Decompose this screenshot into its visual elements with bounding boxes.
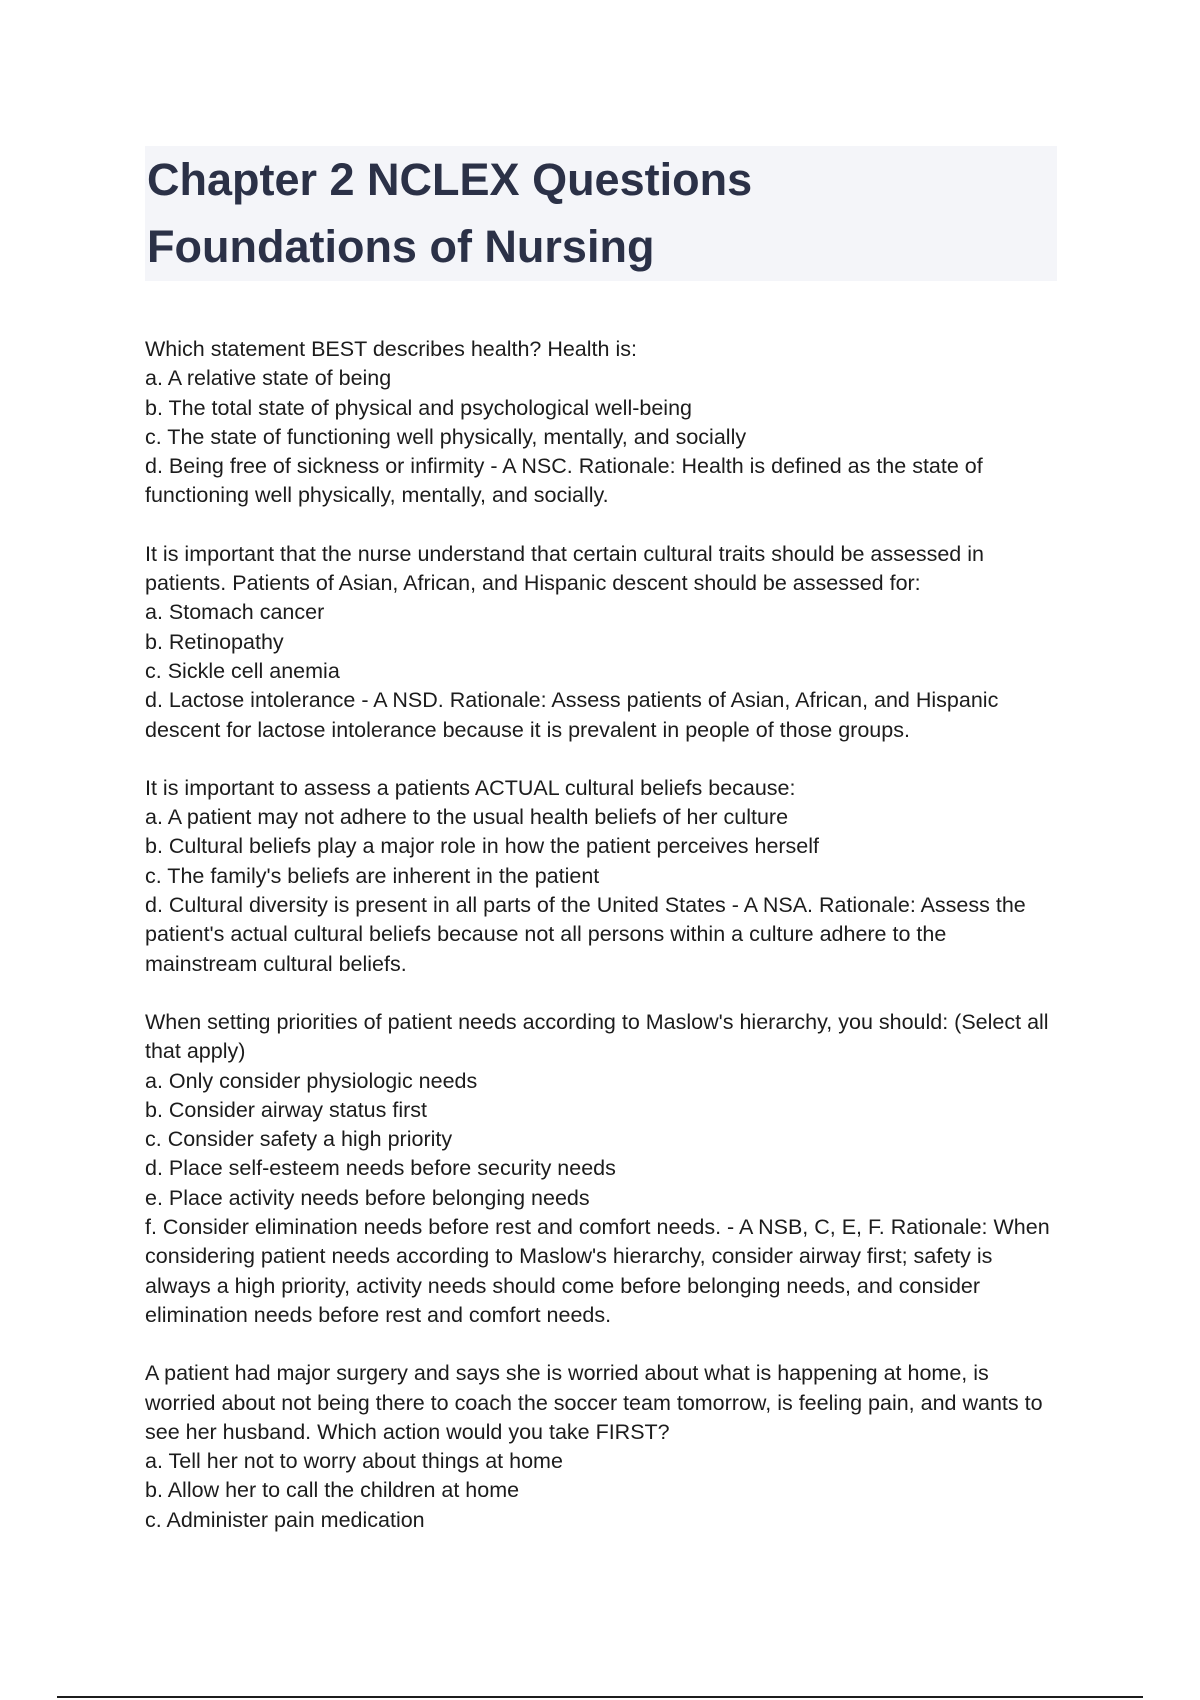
question-5 [145,1359,1057,1535]
question-2 [145,540,1057,745]
question-list [145,335,1057,1564]
answer-option: a. Tell her not to worry about things at home [145,1449,563,1474]
answer-option-with-rationale: d. Being free of sickness or infirmity - A NSC. Rationale: Health is defined as the state of functioning well physically, mentally, and socially. [145,454,983,508]
title-line-2: Foundations of Nursing [147,221,655,272]
answer-option: d. Place self-esteem needs before security needs [145,1156,616,1181]
answer-option: a. Stomach cancer [145,600,325,625]
answer-option-with-rationale: d. Lactose intolerance - A NSD. Rationale: Assess patients of Asian, African, and Hispanic descent for lactose intolerance because it is prevalent in people of those groups. [145,688,999,742]
question-1 [145,335,1057,511]
question-4 [145,1008,1057,1330]
answer-option: c. Consider safety a high priority [145,1127,453,1152]
answer-option: a. A relative state of being [145,366,392,391]
question-stem: Which statement BEST describes health? Health is: [145,337,637,361]
answer-option-with-rationale: f. Consider elimination needs before rest and comfort needs. - A NSB, C, E, F. Rationale: When considering patient needs according to Maslow's hierarchy, consider airway first; safety is always a high priority, activity needs should come before belonging needs, and consider elimination needs before rest and comfort needs. [145,1215,1050,1327]
answer-option: b. Allow her to call the children at home [145,1478,520,1503]
bottom-divider [57,1696,1143,1698]
title-block [145,146,1057,281]
answer-option-with-rationale: d. Cultural diversity is present in all parts of the United States - A NSA. Rationale: Assess the patient's actual cultural beliefs because not all persons within a culture adhere to the mainstream cultural beliefs. [145,893,1026,976]
question-stem: When setting priorities of patient needs according to Maslow's hierarchy, you should: (Select all that apply) [145,1009,1049,1064]
question-stem: It is important to assess a patients ACTUAL cultural beliefs because: [145,775,796,800]
answer-option: b. The total state of physical and psychological well-being [145,395,692,420]
question-stem: A patient had major surgery and says she is worried about what is happening at home, is worried about not being there to coach the soccer team tomorrow, is feeling pain, and wants to see her husband. Which action would you take FIRST? [145,1361,1043,1444]
answer-option: a. Only consider physiologic needs [145,1068,478,1093]
answer-option: a. A patient may not adhere to the usual health beliefs of her culture [145,805,789,830]
answer-option: c. The state of functioning well physically, mentally, and socially [145,424,747,449]
answer-option: c. Administer pain medication [145,1507,425,1532]
answer-option: b. Consider airway status first [145,1097,427,1122]
answer-option: e. Place activity needs before belonging needs [145,1185,590,1210]
question-stem: It is important that the nurse understand that certain cultural traits should be assessed in patients. Patients of Asian, African, and Hispanic descent should be assessed for: [145,541,984,596]
answer-option: c. Sickle cell anemia [145,658,340,683]
question-3 [145,774,1057,979]
title-line-1: Chapter 2 NCLEX Questions [147,154,753,205]
answer-option: b. Cultural beliefs play a major role in how the patient perceives herself [145,834,820,859]
answer-option: c. The family's beliefs are inherent in the patient [145,863,600,888]
answer-option: b. Retinopathy [145,629,284,654]
